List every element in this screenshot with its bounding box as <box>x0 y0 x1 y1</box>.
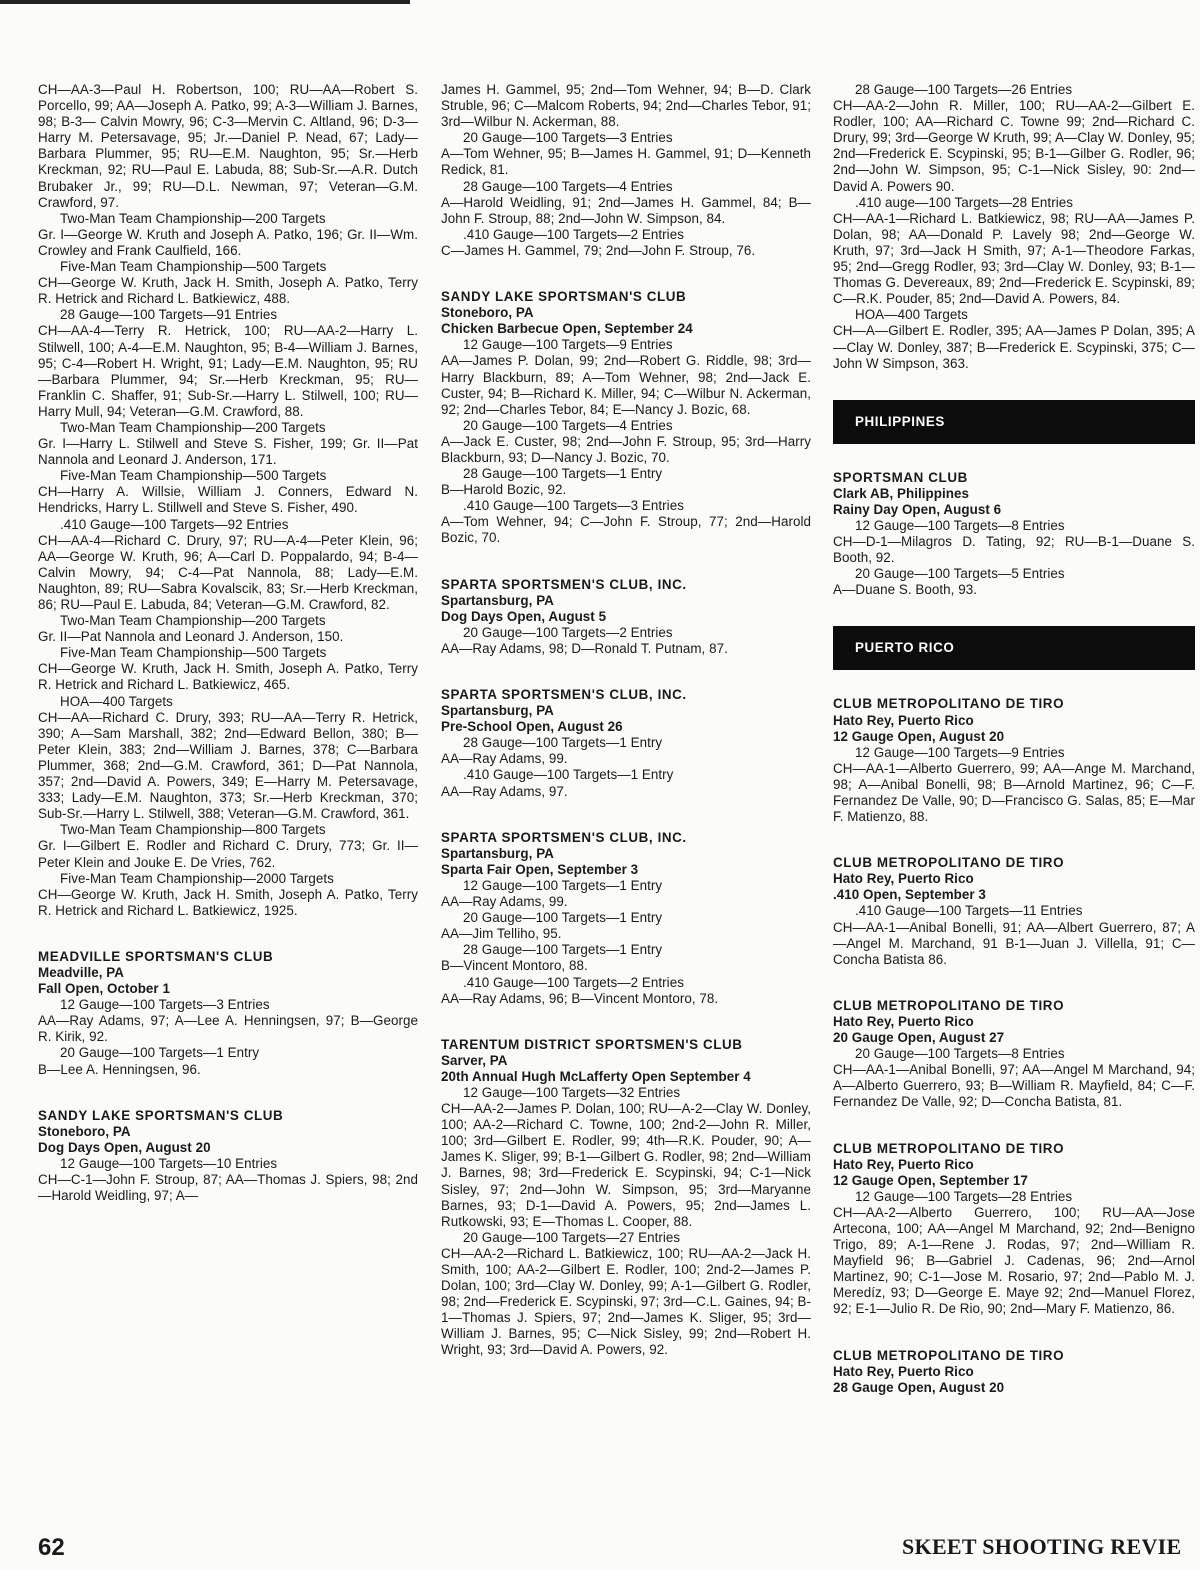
event-heading: 28 Gauge—100 Targets—1 Entry <box>463 466 663 482</box>
club-report <box>441 830 811 1007</box>
event-heading: 28 Gauge—100 Targets—1 Entry <box>463 942 663 958</box>
event-heading: Five-Man Team Championship—500 Targets <box>60 259 327 275</box>
results-text: CH—Harry A. Willsie, William J. Conners, Edward N. Hendricks, Harry L. Stillwell and Steve S. Fisher, 490. <box>38 484 418 516</box>
results-text: AA—Ray Adams, 99. <box>441 894 568 910</box>
club-name: SPARTA SPORTSMEN'S CLUB, INC. <box>441 576 687 592</box>
club-location: Spartansburg, PA <box>441 845 554 861</box>
shoot-title: Sparta Fair Open, September 3 <box>441 861 639 877</box>
club-report <box>38 1108 418 1205</box>
club-location: Clark AB, Philippines <box>833 485 969 501</box>
club-location: Hato Rey, Puerto Rico <box>833 1156 974 1172</box>
report-continuation <box>833 82 1195 372</box>
shoot-title: Rainy Day Open, August 6 <box>833 501 1002 517</box>
results-text: CH—AA-1—Alberto Guerrero, 99; AA—Ange M. Marchand, 98; A—Anibal Bonelli, 98; B—Arnold Martinez, 96; C—F. Fernandez De Valle, 90; D—Francisco G. Salas, 85; E—Mar F. Matienzo, 88. <box>833 760 1195 825</box>
club-location: Meadville, PA <box>38 964 124 980</box>
club-report <box>833 1141 1195 1318</box>
event-heading: Two-Man Team Championship—200 Targets <box>60 613 326 629</box>
results-text: AA—Ray Adams, 99. <box>441 751 568 767</box>
results-text: A—Tom Wehner, 95; B—James H. Gammel, 91; D—Kenneth Redick, 81. <box>441 146 811 178</box>
results-text: C—James H. Gammel, 79; 2nd—John F. Stroup, 76. <box>441 242 756 258</box>
shoot-title: Chicken Barbecue Open, September 24 <box>441 321 693 337</box>
results-text: CH—D-1—Milagros D. Tating, 92; RU—B-1—Duane S. Booth, 92. <box>833 534 1195 566</box>
club-location: Stoneboro, PA <box>38 1123 131 1139</box>
event-heading: .410 Gauge—100 Targets—3 Entries <box>463 498 684 514</box>
club-name: MEADVILLE SPORTSMAN'S CLUB <box>38 948 274 964</box>
results-text: A—Duane S. Booth, 93. <box>833 582 977 598</box>
results-text: CH—George W. Kruth, Jack H. Smith, Joseph A. Patko, Terry R. Hetrick and Richard L. Batkiewicz, 465. <box>38 661 418 693</box>
shoot-title: Pre-School Open, August 26 <box>441 719 623 735</box>
results-text: AA—Jim Telliho, 95. <box>441 926 562 942</box>
event-heading: 20 Gauge—100 Targets—1 Entry <box>60 1045 260 1061</box>
club-location: Spartansburg, PA <box>441 592 554 608</box>
column-1 <box>38 82 418 1204</box>
event-heading: 20 Gauge—100 Targets—27 Entries <box>463 1229 681 1245</box>
shoot-title: 20 Gauge Open, August 27 <box>833 1030 1005 1046</box>
results-text: AA—Ray Adams, 98; D—Ronald T. Putnam, 87. <box>441 640 728 656</box>
club-location: Hato Rey, Puerto Rico <box>833 871 974 887</box>
club-report <box>441 687 811 800</box>
event-heading: 12 Gauge—100 Targets—32 Entries <box>463 1084 681 1100</box>
shoot-title: Fall Open, October 1 <box>38 981 170 997</box>
results-text: CH—AA-3—Paul H. Robertson, 100; RU—AA—Robert S. Porcello, 99; AA—Joseph A. Patko, 99; A-3—William J. Barnes, 98; B-3— Calvin Mowry, 96; C-3—Mervin C. Altland, 96; D-3—Harry M. Petersavage, 95; Jr.—Daniel P. Nead, 67; Lady—Barbara Plummer, 95; RU—E.M. Naughton, 95; Sr.—Herb Kreckman, 92; RU—Paul E. Labuda, 88; Sub-Sr.—A.R. Dutch Brubaker Jr., 99; RU—D.L. Newman, 97; Veteran—G.M. Crawford, 97. <box>38 82 418 210</box>
column-2 <box>441 82 811 1359</box>
shoot-title: Dog Days Open, August 20 <box>38 1139 211 1155</box>
club-name: TARENTUM DISTRICT SPORTSMEN'S CLUB <box>441 1036 743 1052</box>
results-text: CH—C-1—John F. Stroup, 87; AA—Thomas J. Spiers, 98; 2nd—Harold Weidling, 97; A— <box>38 1172 418 1204</box>
club-report <box>441 577 811 657</box>
results-text: CH—AA-2—James P. Dolan, 100; RU—A-2—Clay W. Donley, 100; AA-2—Richard C. Towne, 100; 2nd-2—John R. Miller, 100; 3rd—Gilbert E. Rodler, 99; 4th—R.K. Pouder, 90; A—James K. Sliger, 99; B-1—Gilbert G. Rodler, 98; 2nd—William J. Barnes, 98; 3rd—Frederick E. Scypinski, 94; C-1—Nick Sisley, 97; 2nd—John W. Simpson, 95; 3rd—Maryanne Barnes, 93; D-1—David A. Powers, 95; 2nd—James L. Rutkowski, 93; E—Thomas L. Cooper, 88. <box>441 1101 811 1229</box>
results-text: James H. Gammel, 95; 2nd—Tom Wehner, 94; B—D. Clark Struble, 96; C—Malcom Roberts, 94; 2nd—Charles Tebor, 91; 3rd—Wilbur N. Ackerman, 88. <box>441 82 811 130</box>
results-text: CH—AA-1—Anibal Bonelli, 91; AA—Albert Guerrero, 87; A—Angel M. Marchand, 91 B-1—Juan J. Villella, 91; C—Concha Batista 86. <box>833 919 1195 967</box>
event-heading: .410 Gauge—100 Targets—11 Entries <box>855 903 1083 919</box>
results-text: CH—George W. Kruth, Jack H. Smith, Joseph A. Patko, Terry R. Hetrick and Richard L. Batkiewicz, 1925. <box>38 886 418 918</box>
column-3 <box>833 82 1195 1396</box>
event-heading: 12 Gauge—100 Targets—3 Entries <box>60 997 270 1013</box>
shoot-title: .410 Open, September 3 <box>833 887 986 903</box>
shoot-title: Dog Days Open, August 5 <box>441 608 607 624</box>
report-continuation <box>441 82 811 259</box>
results-text: AA—Ray Adams, 97; A—Lee A. Henningsen, 97; B—George R. Kirik, 92. <box>38 1013 418 1045</box>
club-name: SANDY LAKE SPORTSMAN'S CLUB <box>441 289 687 305</box>
event-heading: 20 Gauge—100 Targets—8 Entries <box>855 1046 1065 1062</box>
club-report <box>833 1348 1195 1396</box>
shoot-title: 12 Gauge Open, September 17 <box>833 1172 1028 1188</box>
results-text: AA—James P. Dolan, 99; 2nd—Robert G. Riddle, 98; 3rd—Harry Blackburn, 89; A—Tom Wehner, 98; 2nd—Jack E. Custer, 94; B—Richard K. Miller, 94; C—Wilbur N. Ackerman, 92; 2nd—Charles Tebor, 84; E—Nancy J. Bozic, 68. <box>441 353 811 417</box>
results-text: AA—Ray Adams, 96; B—Vincent Montoro, 78. <box>441 990 719 1006</box>
shoot-title: 28 Gauge Open, August 20 <box>833 1379 1005 1395</box>
results-text: CH—AA-4—Richard C. Drury, 97; RU—A-4—Peter Klein, 96; AA—George W. Kruth, 96; A—Carl D. Poppalardo, 94; B-4—Calvin Mowry, 94; C-4—Pat Nannola, 88; Lady—E.M. Naughton, 89; RU—Sabra Kovalscik, 83; Sr.—Herb Kreckman, 86; RU—Paul E. Labuda, 84; Veteran—G.M. Crawford, 82. <box>38 532 418 612</box>
club-location: Stoneboro, PA <box>441 305 534 321</box>
results-text: CH—AA-4—Terry R. Hetrick, 100; RU—AA-2—Harry L. Stilwell, 100; A-4—E.M. Naughton, 95; B-4—William J. Barnes, 95; C-4—Robert H. Wright, 91; Lady—E.M. Naughton, 95; RU—Barbara Plummer, 94; Sr.—Herb Kreckman, 95; RU—Franklin C. Shaffer, 91; Sub-Sr.—Harry L. Stilwell, 100; RU—Harry Mull, 94; Veteran—G.M. Crawford, 88. <box>38 323 418 419</box>
club-name: CLUB METROPOLITANO DE TIRO <box>833 855 1065 871</box>
club-name: SPARTA SPORTSMEN'S CLUB, INC. <box>441 687 687 702</box>
club-report <box>833 470 1195 599</box>
club-report <box>441 289 811 547</box>
top-rule <box>0 0 410 4</box>
results-text: CH—AA-2—John R. Miller, 100; RU—AA-2—Gilbert E. Rodler, 100; AA—Richard C. Towne 99; 2nd—Richard C. Drury, 99; 3rd—George W Kruth, 99; A—Clay W. Donley, 95; 2nd—Frederick E. Scypinski, 95; B-1—Gilber G. Rodler, 96; 2nd—John W. Simpson, 95; C-1—Nick Sisley, 90: 2nd—David A. Powers 90. <box>833 98 1195 194</box>
event-heading: 20 Gauge—100 Targets—1 Entry <box>463 910 663 926</box>
event-heading: 12 Gauge—100 Targets—10 Entries <box>60 1155 278 1171</box>
results-text: A—Harold Weidling, 91; 2nd—James H. Gammel, 84; B—John F. Stroup, 88; 2nd—John W. Simpson, 84. <box>441 194 811 226</box>
results-text: AA—Ray Adams, 97. <box>441 783 568 799</box>
club-name: CLUB METROPOLITANO DE TIRO <box>833 1140 1065 1156</box>
event-heading: Two-Man Team Championship—200 Targets <box>60 419 326 435</box>
event-heading: .410 Gauge—100 Targets—92 Entries <box>60 516 289 532</box>
region-header: PHILIPPINES <box>833 400 1195 444</box>
event-heading: Five-Man Team Championship—500 Targets <box>60 645 327 661</box>
results-text: A—Tom Wehner, 94; C—John F. Stroup, 77; 2nd—Harold Bozic, 70. <box>441 514 811 546</box>
club-location: Hato Rey, Puerto Rico <box>833 1013 974 1029</box>
page-number: 62 <box>38 1534 65 1561</box>
club-name: SANDY LAKE SPORTSMAN'S CLUB <box>38 1107 284 1123</box>
results-text: B—Lee A. Henningsen, 96. <box>38 1061 201 1077</box>
results-text: Gr. I—Gilbert E. Rodler and Richard C. Drury, 773; Gr. II—Peter Klein and Jouke E. De Vries, 762. <box>38 838 418 870</box>
magazine-title: SKEET SHOOTING REVIE <box>902 1534 1182 1559</box>
results-text: Gr. I—George W. Kruth and Joseph A. Patko, 196; Gr. II—Wm. Crowley and Frank Caulfield, 166. <box>38 226 418 258</box>
shoot-title: 20th Annual Hugh McLafferty Open September 4 <box>441 1068 751 1084</box>
region-header: PUERTO RICO <box>833 626 1195 670</box>
event-heading: 12 Gauge—100 Targets—1 Entry <box>463 877 663 893</box>
event-heading: .410 auge—100 Targets—28 Entries <box>855 194 1073 210</box>
shoot-title: 12 Gauge Open, August 20 <box>833 728 1005 744</box>
report-continuation <box>38 82 418 919</box>
results-text: B—Harold Bozic, 92. <box>441 482 567 498</box>
event-heading: Two-Man Team Championship—200 Targets <box>60 210 326 226</box>
event-heading: Five-Man Team Championship—2000 Targets <box>60 870 334 886</box>
event-heading: 28 Gauge—100 Targets—26 Entries <box>855 82 1073 97</box>
event-heading: 12 Gauge—100 Targets—8 Entries <box>855 517 1065 533</box>
event-heading: .410 Gauge—100 Targets—2 Entries <box>463 974 684 990</box>
event-heading: 20 Gauge—100 Targets—5 Entries <box>855 566 1065 582</box>
event-heading: 20 Gauge—100 Targets—3 Entries <box>463 130 673 146</box>
results-text: CH—AA-1—Anibal Bonelli, 97; AA—Angel M Marchand, 94; A—Alberto Guerrero, 93; B—William R. Mayfield, 84; C—F. Fernandez De Valle, 92; D—Concha Batista, 81. <box>833 1062 1195 1110</box>
club-location: Hato Rey, Puerto Rico <box>833 1363 974 1379</box>
club-location: Hato Rey, Puerto Rico <box>833 712 974 728</box>
event-heading: 28 Gauge—100 Targets—4 Entries <box>463 178 673 194</box>
club-report <box>833 998 1195 1111</box>
event-heading: Five-Man Team Championship—500 Targets <box>60 468 327 484</box>
event-heading: 12 Gauge—100 Targets—9 Entries <box>463 337 673 353</box>
club-location: Spartansburg, PA <box>441 703 554 719</box>
results-text: Gr. I—Harry L. Stilwell and Steve S. Fisher, 199; Gr. II—Pat Nannola and Leonard J. Anderson, 171. <box>38 436 418 468</box>
event-heading: .410 Gauge—100 Targets—2 Entries <box>463 226 684 242</box>
results-text: CH—AA-2—Richard L. Batkiewicz, 100; RU—AA-2—Jack H. Smith, 100; AA-2—Gilbert E. Rodler, 100; 2nd-2—James P. Dolan, 100; 3rd—Clay W. Donley, 99; A-1—Gilbert G. Rodler, 98; 2nd—Frederick E. Scypinski, 97; 3rd—C.L. Gaines, 94; B-1—Thomas J. Spiers, 97; 2nd—James K. Sliger, 95; 3rd—William J. Barnes, 95; C—Nick Sisley, 99; 2nd—Robert H. Wright, 93; 3rd—David A. Powers, 92. <box>441 1245 811 1358</box>
club-name: CLUB METROPOLITANO DE TIRO <box>833 696 1065 712</box>
results-text: CH—A—Gilbert E. Rodler, 395; AA—James P Dolan, 395; A—Clay W. Donley, 387; B—Frederick E. Scypinski, 375; C—John W Simpson, 363. <box>833 323 1195 371</box>
event-heading: Two-Man Team Championship—800 Targets <box>60 822 326 838</box>
club-name: CLUB METROPOLITANO DE TIRO <box>833 1347 1065 1363</box>
event-heading: 20 Gauge—100 Targets—2 Entries <box>463 624 673 640</box>
event-heading: 12 Gauge—100 Targets—28 Entries <box>855 1188 1073 1204</box>
event-heading: 28 Gauge—100 Targets—1 Entry <box>463 735 663 751</box>
results-text: CH—AA—Richard C. Drury, 393; RU—AA—Terry R. Hetrick, 390; A—Sam Marshall, 382; 2nd—Edward Bellon, 380; B—Peter Klein, 383; 2nd—William J. Barnes, 378; C—Barbara Plummer, 368; 2nd—G.M. Crawford, 361; D—Pat Nannola, 357; 2nd—David A. Powers, 349; E—Harry M. Petersavage, 333; Lady—E.M. Naughton, 373; Sr.—Herb Kreckman, 370; Sub-Sr.—Harry L. Stilwell, 388; Veteran—G.M. Crawford, 361. <box>38 709 418 822</box>
club-report <box>441 1037 811 1359</box>
results-text: CH—AA-2—Alberto Guerrero, 100; RU—AA—Jose Artecona, 100; AA—Angel M Marchand, 92; 2nd—Benigno Trigo, 89; A-1—Rene J. Rodas, 97; 2nd—William R. Mayfield 96; B—Gabriel J. Cadenas, 96; 2nd—Arnol Martinez, 90; C-1—Jose M. Rosario, 97; 2nd—Pablo M. J. Meredíz, 93; D—George E. Maye 92; 2nd—Manuel Florez, 92; E-1—Julio R. De Rio, 90; 2nd—Mary F. Matienzo, 86. <box>833 1204 1195 1317</box>
club-location: Sarver, PA <box>441 1052 508 1068</box>
club-report <box>833 696 1195 825</box>
event-heading: HOA—400 Targets <box>60 693 173 709</box>
club-name: SPARTA SPORTSMEN'S CLUB, INC. <box>441 829 687 845</box>
results-text: B—Vincent Montoro, 88. <box>441 958 588 974</box>
event-heading: 12 Gauge—100 Targets—9 Entries <box>855 744 1065 760</box>
event-heading: 28 Gauge—100 Targets—91 Entries <box>60 307 278 323</box>
event-heading: 20 Gauge—100 Targets—4 Entries <box>463 417 673 433</box>
results-text: Gr. II—Pat Nannola and Leonard J. Anderson, 150. <box>38 629 344 645</box>
club-report <box>833 855 1195 968</box>
club-name: CLUB METROPOLITANO DE TIRO <box>833 997 1065 1013</box>
results-text: CH—AA-1—Richard L. Batkiewicz, 98; RU—AA—James P. Dolan, 98; AA—Donald P. Lavely 98; 2nd—George W. Kruth, 97; 3rd—Jack H Smith, 97; A-1—Theodore Farkas, 95; 2nd—Gregg Rodler, 93; 3rd—Clay W. Donley, 93; B-1—Thomas G. Devereaux, 89; 2nd—Frederick E. Scypinski, 89; C—R.K. Pouder, 85; 2nd—David A. Powers, 84. <box>833 210 1195 307</box>
results-text: CH—George W. Kruth, Jack H. Smith, Joseph A. Patko, Terry R. Hetrick and Richard L. Batkiewicz, 488. <box>38 275 418 307</box>
club-name: SPORTSMAN CLUB <box>833 469 968 485</box>
event-heading: .410 Gauge—100 Targets—1 Entry <box>463 767 674 783</box>
results-text: A—Jack E. Custer, 98; 2nd—John F. Stroup, 95; 3rd—Harry Blackburn, 93; D—Nancy J. Bozic, 70. <box>441 433 811 465</box>
event-heading: HOA—400 Targets <box>855 307 968 323</box>
club-report <box>38 949 418 1078</box>
